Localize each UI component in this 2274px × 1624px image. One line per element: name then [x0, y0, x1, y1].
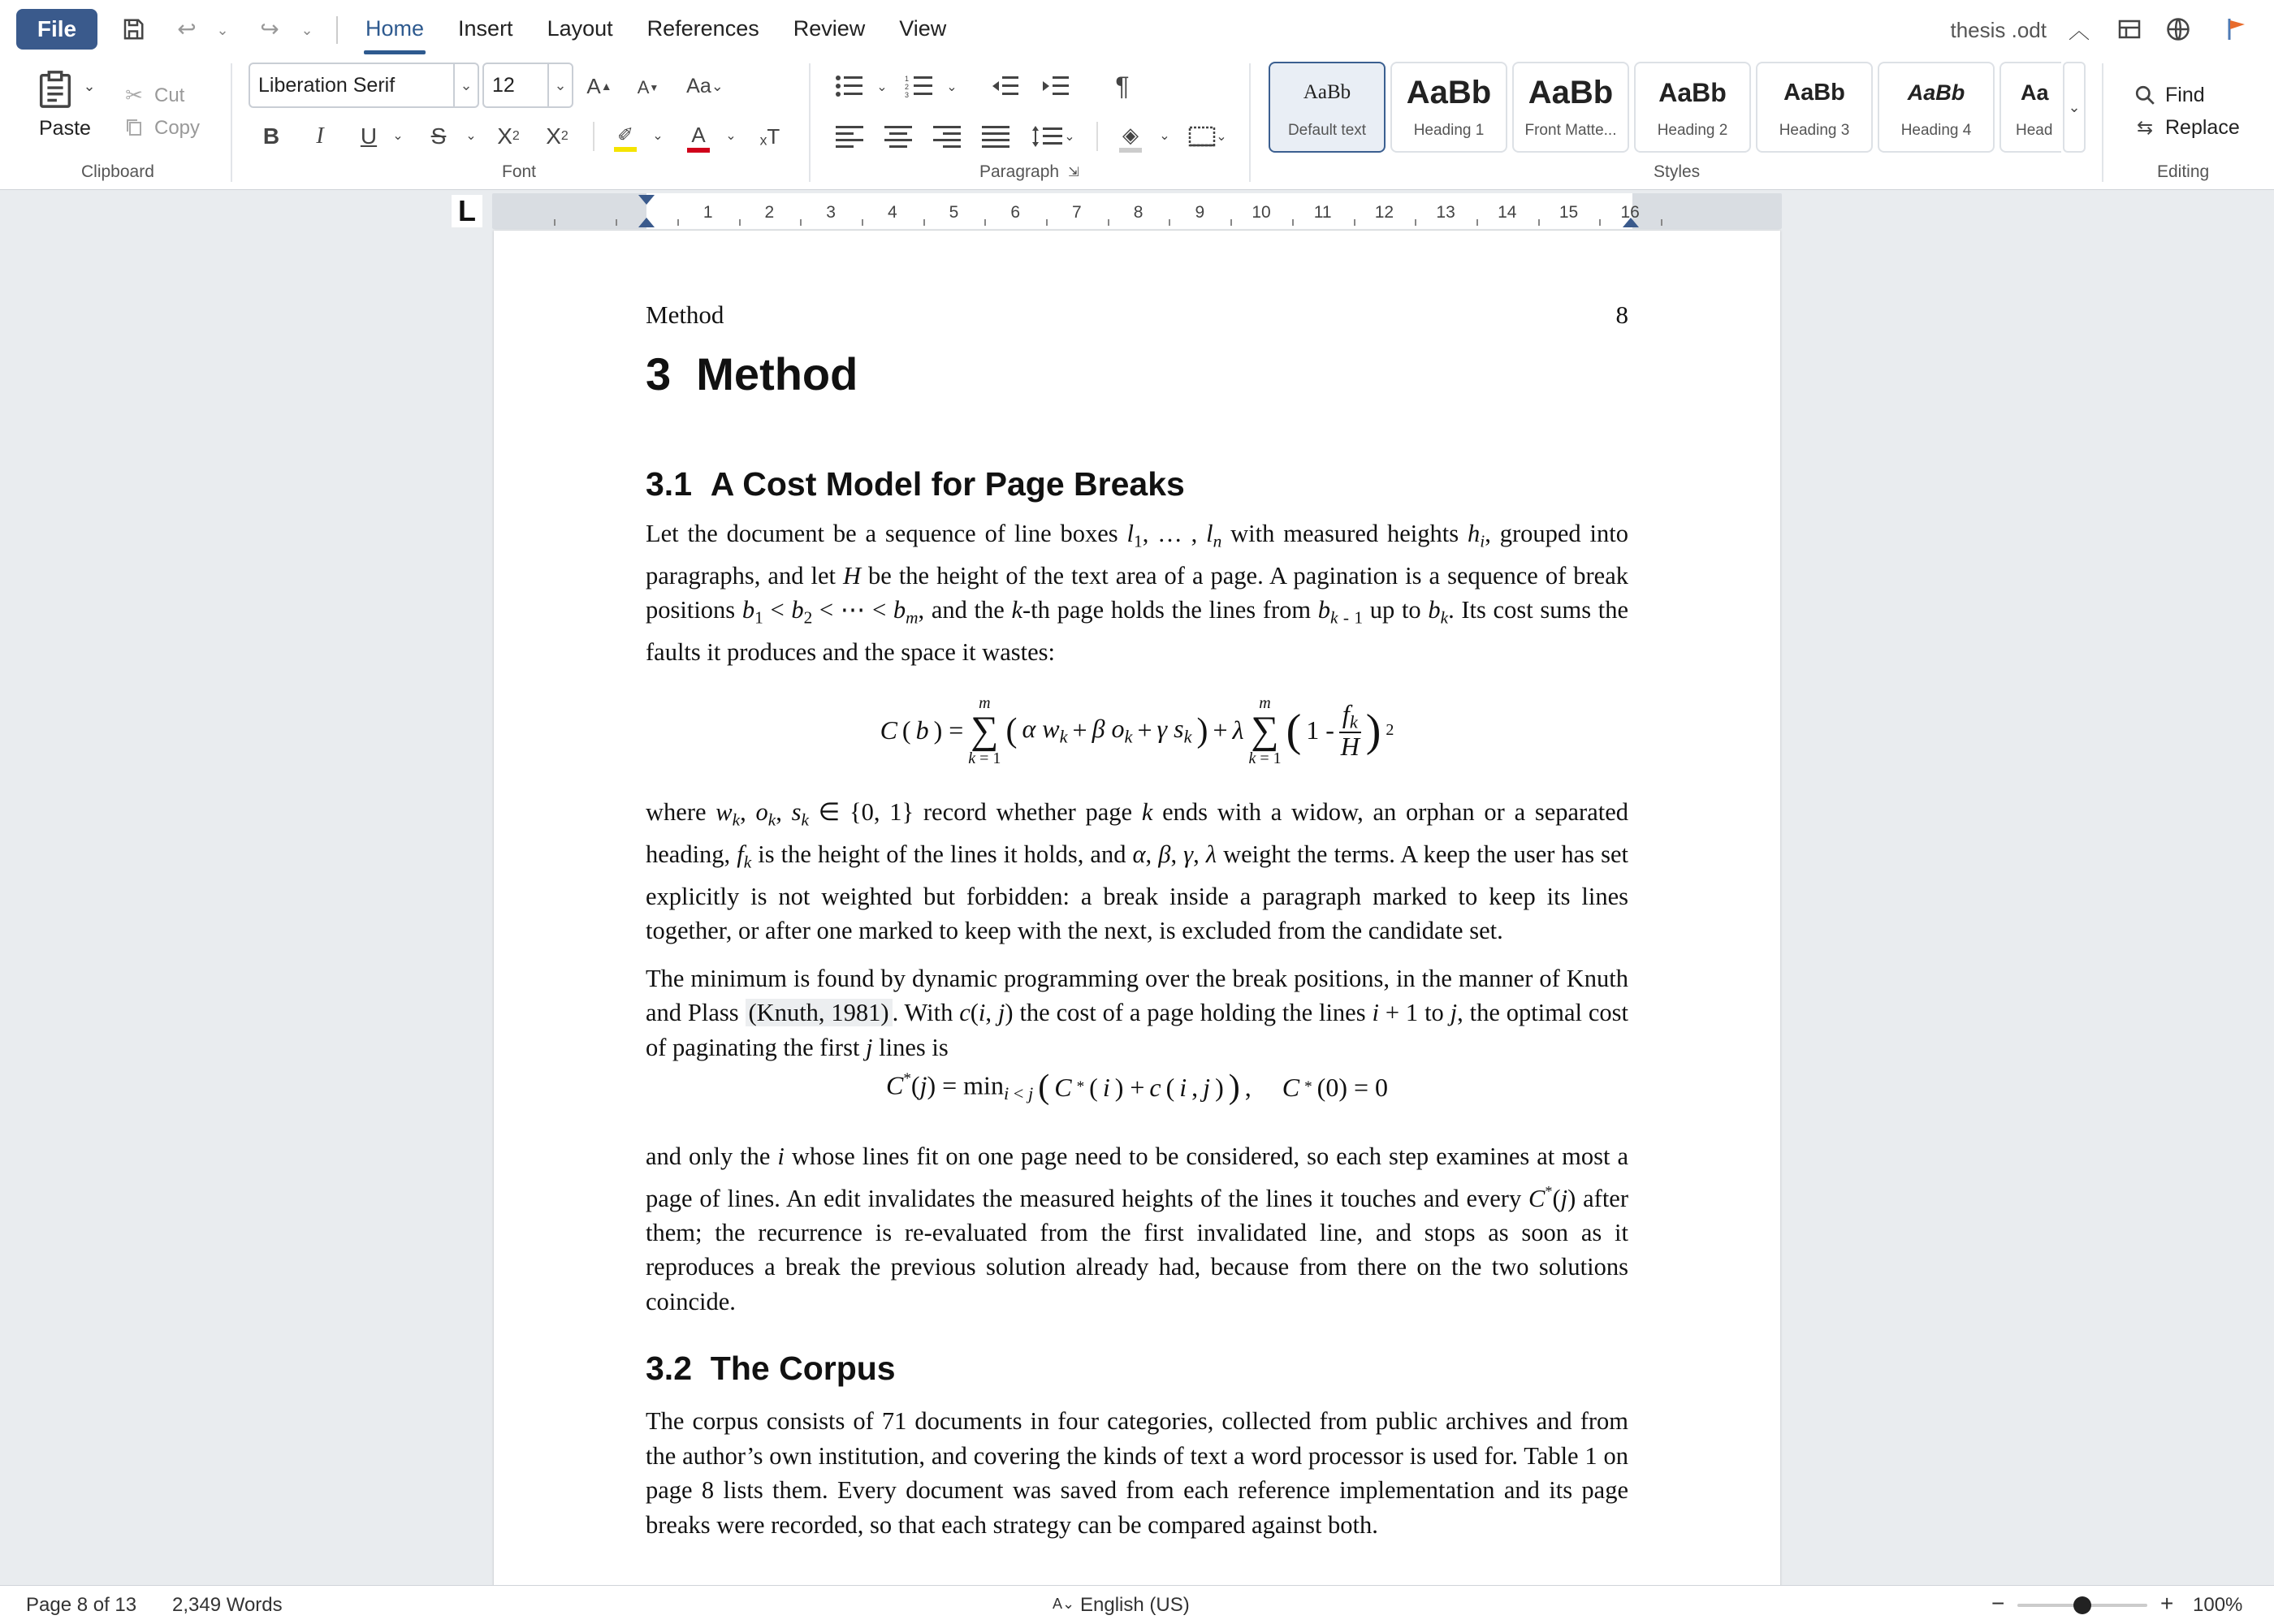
borders-icon[interactable]: ⌄	[1184, 122, 1231, 151]
styles-group-label: Styles	[1654, 162, 1701, 181]
ruler-tick-label: 2	[764, 203, 775, 222]
bold-icon[interactable]: B	[262, 123, 280, 149]
style-sample: AaBb	[1783, 79, 1845, 106]
strikethrough-dropdown-icon[interactable]: ⌄	[465, 129, 477, 143]
style-heading-2[interactable]	[1634, 62, 1751, 153]
styles-more-icon[interactable]: ⌄	[2063, 62, 2086, 153]
svg-text:1: 1	[905, 75, 910, 83]
font-size-value: 12	[492, 73, 515, 97]
formatting-marks-icon[interactable]: ¶	[1115, 71, 1130, 101]
page-content[interactable]	[646, 300, 1628, 1542]
chapter-title: Method	[696, 348, 858, 400]
tab-view[interactable]: View	[899, 16, 947, 41]
ruler-tick-mark	[1169, 219, 1170, 226]
ruler-tick-label: 7	[1072, 203, 1082, 222]
shrink-font-icon[interactable]: A ▼	[637, 77, 659, 97]
ruler-tick-label: 16	[1620, 203, 1640, 222]
justify-icon[interactable]	[979, 122, 1012, 151]
ruler-tick-mark	[1538, 219, 1540, 226]
ruler-tick-label: 5	[949, 203, 959, 222]
tab-layout[interactable]: Layout	[547, 16, 613, 41]
style-sample: AaBb	[1528, 74, 1614, 110]
bullet-list-dropdown-icon[interactable]: ⌄	[876, 80, 888, 94]
section-heading	[646, 465, 1628, 503]
copy-label[interactable]: Copy	[154, 117, 201, 139]
section-heading	[646, 1350, 1628, 1388]
paste-label[interactable]: Paste	[39, 117, 91, 140]
citation[interactable]: (Knuth, 1981)	[746, 999, 893, 1026]
toolbar	[0, 0, 2274, 190]
chapter-heading	[646, 348, 1628, 400]
ruler-tick-label: 3	[826, 203, 836, 222]
shading-dropdown-icon[interactable]: ⌄	[1159, 129, 1170, 143]
divider	[2102, 63, 2103, 182]
tab-review[interactable]: Review	[793, 16, 866, 41]
underline-icon[interactable]: U	[360, 123, 378, 149]
clear-formatting-icon[interactable]: ₓT	[759, 123, 780, 149]
tab-stop-selector[interactable]: L	[452, 195, 482, 227]
zoom-in-button[interactable]: +	[2160, 1591, 2174, 1616]
language-selector[interactable]: English (US)	[1080, 1594, 1190, 1616]
ruler-tick-mark	[1661, 219, 1662, 226]
highlight-color-icon[interactable]: ✐	[611, 119, 640, 156]
zoom-out-button[interactable]: −	[1991, 1591, 2005, 1616]
ruler-tick-mark	[554, 219, 556, 226]
ruler-tick-label: 14	[1498, 203, 1517, 222]
file-button[interactable]: File	[16, 9, 97, 50]
font-group-label: Font	[502, 162, 537, 181]
paragraph: Let the document be a sequence of line boxes $l_1$, … , $l_n$ with measured heights $h_i$, grouped into paragraphs, and let H be the height of the text area of a page. A pagination is a sequence of break positions $b_1 < b_2$ < ⋯ < $b_m$, and the k-th page holds the lines from $b_{k - 1}$ up to $b_k$. Its cost sums the faults it produces and the space it wastes:	[646, 520, 1629, 667]
document-name: thesis .odt	[1950, 18, 2047, 42]
font-family-select[interactable]	[249, 63, 479, 108]
style-sample: AaBb	[1406, 74, 1492, 110]
bullet-list-icon[interactable]	[833, 71, 866, 101]
redo-dropdown-icon[interactable]: ⌄	[300, 21, 313, 38]
ruler-tick-mark	[862, 219, 863, 226]
find-button[interactable]: Find	[2165, 84, 2205, 106]
subscript-icon[interactable]: X 2	[497, 123, 520, 149]
ruler-tick-label: 9	[1195, 203, 1205, 222]
status-bar	[0, 1585, 2274, 1624]
paragraph-dialog-icon[interactable]: ⇲	[1068, 166, 1079, 179]
copy-icon[interactable]	[122, 115, 146, 140]
ruler-tick-mark	[1415, 219, 1416, 226]
chevron-down-icon: ⌄	[547, 64, 572, 106]
superscript-icon[interactable]: X 2	[546, 123, 568, 149]
style-heading-5[interactable]	[1999, 62, 2061, 153]
numbered-list-icon[interactable]	[903, 71, 936, 101]
replace-button[interactable]: Replace	[2165, 116, 2240, 139]
layout-icon[interactable]	[2115, 15, 2144, 44]
section-number: 3.1	[646, 465, 692, 503]
ruler-tick-mark	[1599, 219, 1601, 226]
section-title: A Cost Model for Page Breaks	[710, 465, 1185, 503]
style-name: Heading 3	[1779, 122, 1850, 139]
ruler-tick-label: 1	[703, 203, 713, 222]
ribbon-tabs	[365, 16, 946, 51]
paragraph: where $w_k$, $o_k$, $s_k$ ∈ {0, 1} record whether page k ends with a widow, an orphan or a separated heading, $f_k$ is the height of the lines it holds, and α, β, γ, λ weight the terms. A keep the user has set explicitly is not weighted but forbidden: a break inside a paragraph marked to keep its lines together, or after one marked to keep with the next, is excluded from the candidate set.	[646, 797, 1629, 945]
editing-group-label: Editing	[2157, 162, 2210, 181]
change-case-icon[interactable]: Aa ⌄	[686, 74, 724, 97]
style-sample: Aa	[2021, 80, 2049, 105]
zoom-level[interactable]: 100%	[2193, 1594, 2243, 1616]
style-name: Heading 1	[1413, 122, 1485, 139]
redo-icon[interactable]: ↪	[260, 15, 279, 41]
find-icon[interactable]	[2133, 83, 2157, 107]
numbered-list-dropdown-icon[interactable]: ⌄	[946, 80, 958, 94]
divider	[336, 16, 338, 44]
ruler-tick-mark	[739, 219, 741, 226]
chevron-down-icon: ⌄	[453, 64, 478, 106]
right-indent-marker[interactable]	[1623, 218, 1639, 227]
globe-icon[interactable]	[2164, 15, 2193, 44]
line-spacing-icon[interactable]: ⌄	[1027, 122, 1080, 151]
paste-dropdown-icon[interactable]: ⌄	[83, 77, 96, 94]
ruler-tick-mark	[616, 219, 617, 226]
strikethrough-icon[interactable]: S	[430, 123, 447, 149]
chapter-number: 3	[646, 348, 672, 400]
tab-home[interactable]: Home	[365, 16, 424, 51]
ruler-tick-mark	[1354, 219, 1355, 226]
zoom-slider[interactable]	[2017, 1604, 2147, 1607]
style-heading-1[interactable]	[1390, 62, 1507, 153]
divider	[231, 63, 232, 182]
style-sample: AaBb	[1907, 80, 1965, 105]
ruler-tick-mark	[1292, 219, 1294, 226]
ruler-tick-mark	[923, 219, 925, 226]
ruler-tick-mark	[984, 219, 986, 226]
ruler-tick-mark	[677, 219, 679, 226]
undo-icon[interactable]: ↩	[177, 15, 197, 41]
ruler-tick-mark	[1476, 219, 1478, 226]
left-indent-marker[interactable]	[638, 195, 655, 205]
ruler-tick-label: 15	[1559, 203, 1579, 222]
ruler-tick-label: 4	[887, 203, 897, 222]
style-name: Default text	[1287, 122, 1367, 139]
ruler-tick-mark	[1046, 219, 1048, 226]
font-size-select[interactable]	[482, 63, 573, 108]
ruler-tick-label: 12	[1374, 203, 1394, 222]
highlight-dropdown-icon[interactable]: ⌄	[652, 129, 664, 143]
font-color-icon[interactable]: A	[684, 119, 713, 156]
save-icon[interactable]	[119, 15, 148, 44]
increase-indent-icon[interactable]	[1040, 71, 1072, 101]
running-header	[646, 300, 1628, 330]
style-default-text[interactable]	[1269, 62, 1386, 153]
ruler-tick-label: 11	[1313, 203, 1332, 222]
underline-dropdown-icon[interactable]: ⌄	[392, 129, 404, 143]
style-front-matter[interactable]	[1512, 62, 1629, 153]
font-color-dropdown-icon[interactable]: ⌄	[725, 129, 737, 143]
ruler-tick-mark	[1108, 219, 1109, 226]
decrease-indent-icon[interactable]	[989, 71, 1022, 101]
style-sample: AaBb	[1303, 81, 1351, 103]
page-indicator[interactable]: Page 8 of 13	[26, 1594, 137, 1616]
section-number: 3.2	[646, 1350, 692, 1388]
paragraph: The corpus consists of 71 documents in four categories, collected from public archives and from the author’s own institution, and covering the kinds of text a word processor is used for. Table 1 on page 8 lists them. Every document was saved from each reference implementation and its page breaks were recorded, so that each strategy can be compared against both.	[646, 1407, 1628, 1539]
undo-dropdown-icon[interactable]: ⌄	[216, 21, 229, 38]
align-right-icon[interactable]	[931, 122, 963, 151]
section-title: The Corpus	[710, 1350, 896, 1388]
hanging-indent-marker[interactable]	[638, 218, 655, 227]
svg-text:3: 3	[905, 91, 910, 98]
collapse-ribbon-icon[interactable]: ︿	[2068, 18, 2090, 43]
ruler-tick-label: 13	[1436, 203, 1455, 222]
style-name: Heading 2	[1657, 122, 1728, 139]
shading-icon[interactable]: ◈	[1116, 119, 1145, 156]
running-header-title: Method	[646, 300, 724, 329]
style-heading-4[interactable]	[1878, 62, 1995, 153]
app-logo-icon	[2220, 13, 2253, 45]
tab-insert[interactable]: Insert	[458, 16, 513, 41]
equation-recurrence[interactable]: $C^*(j) = \min_{i < j}$ ( C * ( i ) + c ( i , j ) ) , C * (0) = 0	[885, 1069, 1389, 1107]
replace-icon[interactable]: ⇆	[2136, 116, 2154, 139]
cut-icon[interactable]: ✂	[125, 82, 143, 107]
grow-font-icon[interactable]: A ▲	[586, 73, 612, 98]
style-sample: AaBb	[1658, 77, 1727, 107]
style-heading-3[interactable]	[1756, 62, 1873, 153]
zoom-slider-handle[interactable]	[2073, 1596, 2091, 1614]
align-left-icon[interactable]	[833, 122, 866, 151]
tab-references[interactable]: References	[646, 16, 759, 41]
equation-cost[interactable]: C ( b ) = m ∑ k = 1 ( α $w_k$ + β $o_k$ + γ $s_k$ ) + λ m ∑ k = 1 ( 1 - $f_k$ H ) 2	[880, 693, 1394, 767]
paragraph: The minimum is found by dynamic programming over the break positions, in the manner of Knuth and Plass (Knuth, 1981) . With c(i, j) the cost of a page holding the lines i + 1 to j, the optimal cost of paginating the first j lines is	[646, 964, 1629, 1061]
ruler-tick-label: 10	[1252, 203, 1271, 222]
paragraph: and only the i whose lines fit on one page need to be considered, so each step examines at most a page of lines. An edit invalidates the measured heights of the lines it touches and every C*(j) after them; the recurrence is re-evaluated from the first invalidated line, and stops as soon as it reproduces a break the previous solution already had, because from there on the two solutions coincide.	[646, 1142, 1629, 1315]
ruler-tick-mark	[1230, 219, 1232, 226]
font-family-value: Liberation Serif	[258, 73, 396, 97]
style-name: Head	[2016, 122, 2053, 139]
divider	[1249, 63, 1251, 182]
paragraph-group-label: Paragraph	[979, 162, 1060, 181]
style-name: Heading 4	[1900, 122, 1972, 139]
ruler-tick-mark	[800, 219, 802, 226]
italic-icon[interactable]: I	[316, 123, 324, 149]
style-name: Front Matte...	[1524, 122, 1617, 139]
align-center-icon[interactable]	[882, 122, 914, 151]
divider	[809, 63, 811, 182]
language-icon: A⌄	[1053, 1596, 1075, 1612]
page-number: 8	[1615, 300, 1628, 329]
ruler-tick-label: 6	[1010, 203, 1021, 222]
cut-label[interactable]: Cut	[154, 84, 185, 106]
paste-icon[interactable]	[32, 65, 78, 114]
divider	[1096, 122, 1098, 151]
svg-text:2: 2	[905, 83, 910, 91]
word-count[interactable]: 2,349 Words	[172, 1594, 283, 1616]
ruler-tick-label: 8	[1133, 203, 1143, 222]
divider	[593, 122, 594, 151]
clipboard-group-label: Clipboard	[81, 162, 154, 181]
